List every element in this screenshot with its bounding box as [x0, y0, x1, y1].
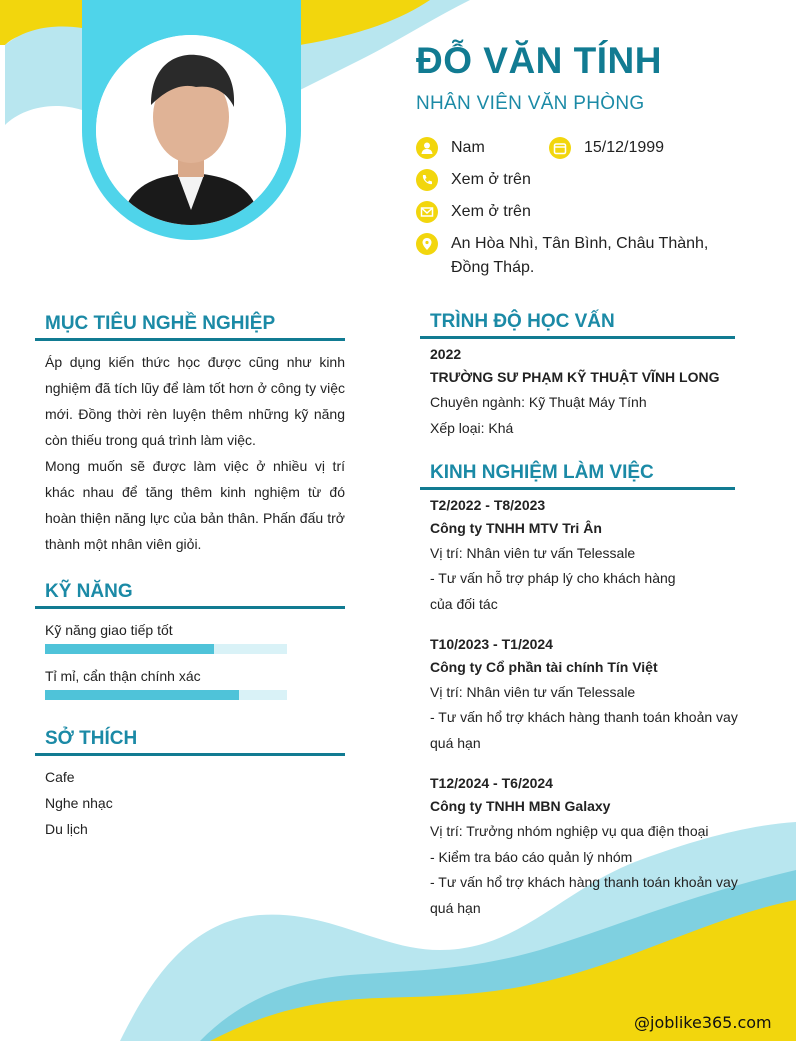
- profile-photo: [96, 35, 286, 225]
- hobby-item: Cafe: [45, 769, 75, 785]
- job-position: Vị trí: Nhân viên tư vấn Telessale: [430, 545, 636, 561]
- watermark-text: @joblike365.com: [634, 1013, 772, 1032]
- objective-paragraph-1: Áp dụng kiến thức học được cũng như kinh nghiệm đã tích lũy để làm tốt hơn ở công ty việc mới. Đồng thời rèn luyện thêm những kỹ năng còn thiếu trong quá trình làm việc.: [45, 354, 345, 448]
- skill-bar-fill: [45, 690, 239, 700]
- birthdate-row: [549, 137, 664, 160]
- birthdate-value: 15/12/1999: [584, 139, 665, 156]
- candidate-name: ĐỖ VĂN TÍNH: [416, 40, 662, 81]
- skill-bar-fill: [45, 644, 214, 654]
- envelope-icon: [416, 201, 438, 223]
- job-duty: - Tư vấn hỗ trợ pháp lý cho khách hàng của đối tác: [430, 570, 676, 612]
- experience-heading: KINH NGHIỆM LÀM VIỆC: [420, 462, 735, 490]
- location-pin-icon: [416, 233, 438, 255]
- address-row: [416, 233, 746, 280]
- job-period: T2/2022 - T8/2023: [430, 497, 546, 513]
- phone-value: Xem ở trên: [451, 171, 531, 188]
- job-duty: - Tư vấn hổ trợ khách hàng thanh toán khoản vay quá hạn: [430, 874, 738, 916]
- person-avatar-icon: [96, 35, 286, 225]
- education-heading: TRÌNH ĐỘ HỌC VẤN: [420, 311, 735, 339]
- hobbies-heading: SỞ THÍCH: [35, 728, 345, 756]
- phone-row: [416, 169, 531, 192]
- skill-label: Kỹ năng giao tiếp tốt: [45, 622, 173, 638]
- objective-heading: MỤC TIÊU NGHỀ NGHIỆP: [35, 313, 345, 341]
- job-period: T10/2023 - T1/2024: [430, 636, 553, 652]
- gender-row: [416, 137, 485, 160]
- education-school: TRƯỜNG SƯ PHẠM KỸ THUẬT VĨNH LONG: [430, 369, 720, 385]
- skill-bar: [45, 644, 287, 654]
- hobby-item: Nghe nhạc: [45, 795, 113, 811]
- education-grade: Xếp loại: Khá: [430, 420, 514, 436]
- job-period: T12/2024 - T6/2024: [430, 775, 553, 791]
- person-icon: [416, 137, 438, 159]
- calendar-icon: [549, 137, 571, 159]
- email-value: Xem ở trên: [451, 203, 531, 220]
- candidate-title: NHÂN VIÊN VĂN PHÒNG: [416, 93, 645, 114]
- skills-heading: KỸ NĂNG: [35, 581, 345, 609]
- education-major: Chuyên ngành: Kỹ Thuật Máy Tính: [430, 394, 647, 410]
- skill-label: Tỉ mỉ, cẩn thận chính xác: [45, 668, 201, 684]
- email-row: [416, 201, 531, 224]
- skill-bar: [45, 690, 287, 700]
- job-company: Công ty TNHH MTV Tri Ân: [430, 520, 602, 536]
- gender-value: Nam: [451, 139, 485, 156]
- job-duty: - Tư vấn hổ trợ khách hàng thanh toán khoản vay quá hạn: [430, 709, 738, 751]
- hobby-item: Du lịch: [45, 821, 88, 837]
- job-position: Vị trí: Trưởng nhóm nghiệp vụ qua điện thoại: [430, 823, 709, 839]
- job-duty: - Kiểm tra báo cáo quản lý nhóm: [430, 849, 633, 865]
- education-year: 2022: [430, 346, 462, 362]
- job-company: Công ty TNHH MBN Galaxy: [430, 798, 611, 814]
- job-company: Công ty Cổ phần tài chính Tín Việt: [430, 659, 658, 675]
- address-value: An Hòa Nhì, Tân Bình, Châu Thành, Đồng Tháp.: [451, 235, 709, 276]
- job-position: Vị trí: Nhân viên tư vấn Telessale: [430, 684, 636, 700]
- objective-paragraph-2: Mong muốn sẽ được làm việc ở nhiều vị trí khác nhau để tăng thêm kinh nghiệm từ đó hoàn thiện năng lực của bản thân. Phấn đấu trở thành một nhân viên giỏi.: [45, 458, 345, 552]
- phone-icon: [416, 169, 438, 191]
